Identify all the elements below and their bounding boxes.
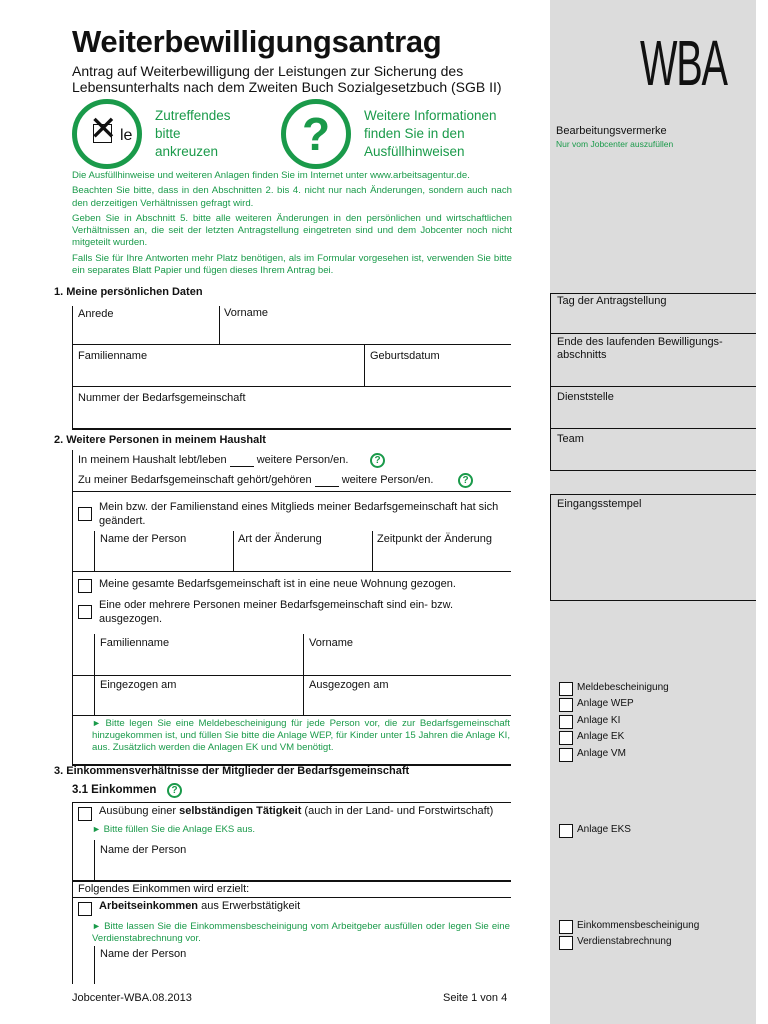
field-tag-antragstellung[interactable]: Tag der Antragstellung	[557, 295, 667, 307]
example-text: le	[120, 127, 133, 144]
field-eingezogen[interactable]: Eingezogen am	[100, 679, 177, 691]
arrow-icon: ►	[92, 718, 101, 728]
household-count-input[interactable]	[230, 454, 254, 467]
office-check-verdienstabrechnung[interactable]	[559, 936, 573, 950]
field-geburtsdatum[interactable]: Geburtsdatum	[370, 350, 440, 362]
familienstand-checkbox[interactable]	[78, 507, 92, 521]
field-vorname[interactable]: Vorname	[224, 307, 269, 319]
section2-heading: 2. Weitere Personen in meinem Haushalt	[54, 434, 266, 446]
selbststaendig-checkbox[interactable]	[78, 807, 92, 821]
page-subtitle: Antrag auf Weiterbewilligung der Leistungen zur Sicherung des Lebensunterhalts nach dem Zweiten Buch Sozialgesetzbuch (SGB II)	[72, 63, 502, 95]
arbeitseinkommen-note: ► Bitte lassen Sie die Einkommensbescheinigung vom Arbeitgeber ausfüllen oder legen Sie eine Verdienstabrechnung vor.	[92, 921, 510, 944]
section1-heading: 1. Meine persönlichen Daten	[54, 286, 203, 298]
footer-form-id: Jobcenter-WBA.08.2013	[72, 992, 192, 1004]
field-ende-bewilligung[interactable]: Ende des laufenden Bewilligungs-abschnitts	[557, 336, 723, 361]
field-eingangsstempel[interactable]: Eingangsstempel	[557, 498, 642, 510]
umzug-gesamt-checkbox[interactable]	[78, 579, 92, 593]
arbeitseinkommen-checkbox[interactable]	[78, 902, 92, 916]
checkbox-example-icon	[72, 99, 142, 169]
col-name[interactable]: Name der Person	[100, 533, 187, 545]
bg-count-input[interactable]	[315, 474, 339, 487]
bearbeitung-sub: Nur vom Jobcenter auszufüllen	[556, 139, 674, 149]
cross-icon: ✕	[89, 110, 118, 148]
page-title: Weiterbewilligungsantrag	[72, 24, 442, 59]
office-check-ki[interactable]	[559, 715, 573, 729]
office-check-wep[interactable]	[559, 698, 573, 712]
field-vorname-2[interactable]: Vorname	[309, 637, 354, 649]
umzug-einzeln-checkbox[interactable]	[78, 605, 92, 619]
info-hint: Weitere Informationen finden Sie in den Ausfüllhinweisen	[364, 108, 497, 159]
field-name-person-2[interactable]: Name der Person	[100, 948, 187, 960]
bearbeitung-heading: Bearbeitungsvermerke	[556, 125, 667, 137]
section3-heading: 3. Einkommensverhältnisse der Mitglieder der Bedarfsgemeinschaft	[54, 765, 410, 777]
einkommen-intro: Folgendes Einkommen wird erzielt:	[78, 883, 250, 895]
office-check-label: Verdienstabrechnung	[577, 936, 672, 947]
umzug-gesamt-label: Meine gesamte Bedarfsgemeinschaft ist in eine neue Wohnung gezogen.	[99, 578, 456, 590]
field-team[interactable]: Team	[557, 433, 584, 445]
section2-note: ► Bitte legen Sie eine Meldebescheinigung für jede Person vor, die zur Bedarfsgemeinschaft hinzugekommen ist, und füllen Sie bitte die Anlage WEP, für Kinder unter 15 Jahren die Anlage KI, aus. Zusätzlich werden die Anlagen EK und VM benötigt.	[92, 718, 511, 753]
office-check-einkommensbescheinigung[interactable]	[559, 920, 573, 934]
office-check-label: Meldebescheinigung	[577, 682, 669, 693]
office-check-vm[interactable]	[559, 748, 573, 762]
selbststaendig-note: ► Bitte füllen Sie die Anlage EKS aus.	[92, 824, 256, 835]
office-check-label: Anlage EKS	[577, 824, 631, 835]
field-bg-nummer[interactable]: Nummer der Bedarfsgemeinschaft	[78, 392, 246, 404]
check-hint: Zutreffendes bitte ankreuzen	[155, 108, 231, 159]
bg-line: Zu meiner Bedarfsgemeinschaft gehört/gehören weitere Person/en.	[78, 474, 434, 486]
familienstand-label: Mein bzw. der Familienstand eines Mitglieds meiner Bedarfsgemeinschaft hat sich geändert.	[99, 501, 499, 527]
footer-page-number: Seite 1 von 4	[443, 992, 508, 1004]
col-art[interactable]: Art der Änderung	[238, 533, 322, 545]
office-check-label: Anlage EK	[577, 731, 625, 742]
office-check-label: Anlage KI	[577, 715, 621, 726]
office-check-label: Einkommensbescheinigung	[577, 920, 700, 931]
field-dienststelle[interactable]: Dienststelle	[557, 391, 614, 403]
arbeitseinkommen-label: Arbeitseinkommen aus Erwerbstätigkeit	[99, 900, 301, 912]
office-check-meldebescheinigung[interactable]	[559, 682, 573, 696]
col-zeit[interactable]: Zeitpunkt der Änderung	[377, 533, 492, 545]
form-code: WBA	[640, 27, 727, 99]
office-use-panel	[550, 0, 756, 1024]
office-check-label: Anlage WEP	[577, 698, 634, 709]
field-familienname[interactable]: Familienname	[78, 350, 148, 362]
section3-1-heading: 3.1 Einkommen	[72, 784, 157, 796]
field-ausgezogen[interactable]: Ausgezogen am	[309, 679, 389, 691]
field-familienname-2[interactable]: Familienname	[100, 637, 170, 649]
info-icon[interactable]: ?	[370, 453, 385, 468]
field-anrede[interactable]: Anrede	[78, 308, 114, 320]
office-check-eks[interactable]	[559, 824, 573, 838]
info-question-icon: ?	[281, 99, 351, 169]
household-line: In meinem Haushalt lebt/leben weitere Person/en.	[78, 454, 349, 466]
info-icon[interactable]: ?	[167, 783, 182, 798]
instructions: Die Ausfüllhinweise und weiteren Anlagen finden Sie im Internet unter www.arbeitsagentur.de. Beachten Sie bitte, dass in den Abschnitten 2. bis 4. nicht nur nach Änderungen, sondern auch nach den derzeitigen Verhältnissen gefragt wird. Geben Sie in Abschnitt 5. bitte alle weiteren Änderungen in den persönlichen und wirtschaftlichen Verhältnissen an, die seit der letzten Antragstellung eingetreten sind und dem Jobcenter noch nicht mitgeteilt wurden. Falls Sie für Ihre Antworten mehr Platz benötigen, als im Formular vorgesehen ist, verwenden Sie bitte ein separates Blatt Papier und fügen dieses Ihrem Antrag bei.	[72, 170, 512, 277]
info-icon[interactable]: ?	[458, 473, 473, 488]
office-check-label: Anlage VM	[577, 748, 626, 759]
website-link[interactable]: www.arbeitsagentur.de	[370, 170, 468, 181]
office-check-ek[interactable]	[559, 731, 573, 745]
umzug-einzeln-label: Eine oder mehrere Personen meiner Bedarfsgemeinschaft sind ein- bzw. ausgezogen.	[99, 599, 454, 625]
field-name-person-1[interactable]: Name der Person	[100, 844, 187, 856]
selbststaendig-label: Ausübung einer selbständigen Tätigkeit (auch in der Land- und Forstwirtschaft)	[99, 805, 494, 817]
